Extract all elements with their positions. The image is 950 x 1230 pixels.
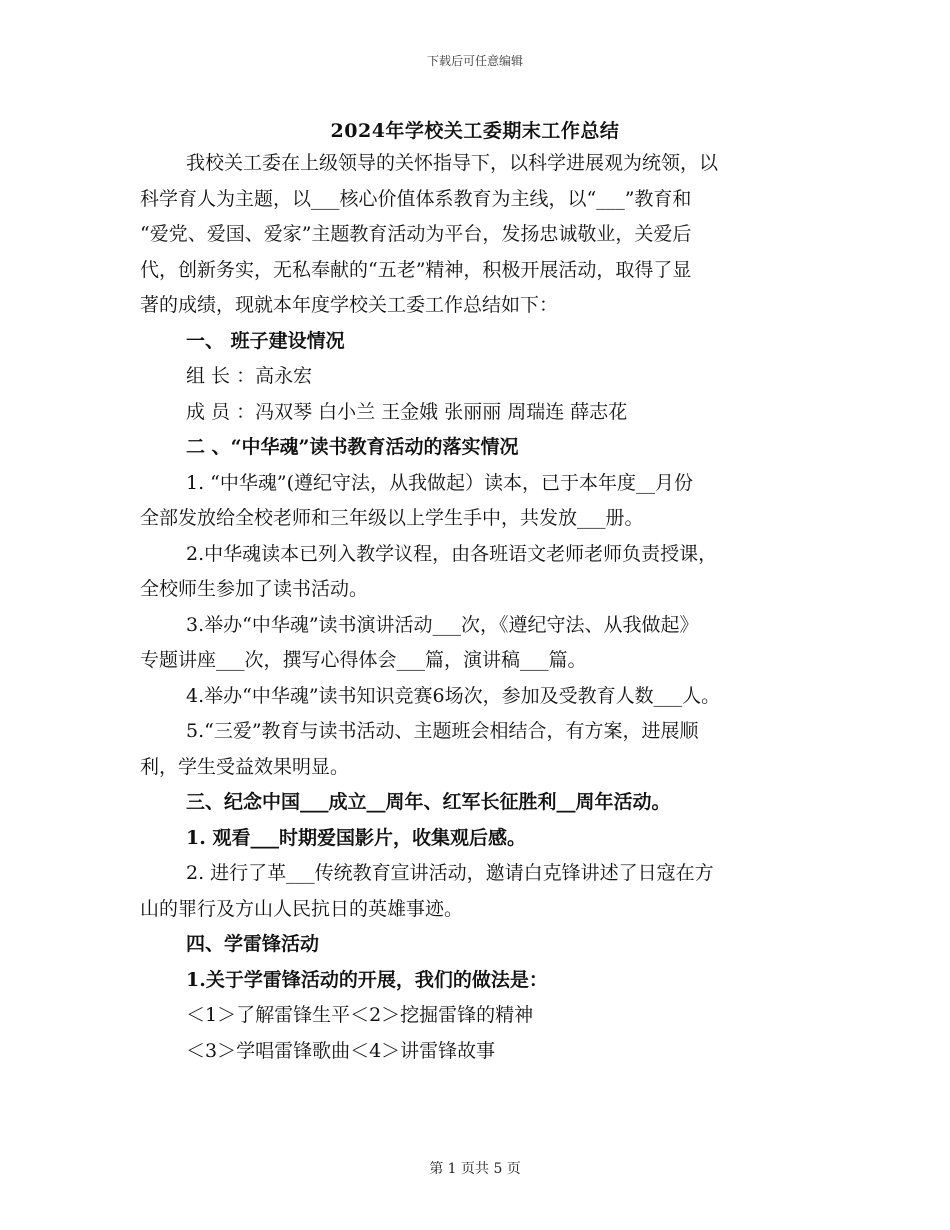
paragraph-line: “爱党、爱国、爱家”主题教育活动为平台，发扬忠诚敬业，关爱后	[140, 223, 692, 245]
paragraph-line: 全部发放给全校老师和三年级以上学生手中，共发放___册。	[140, 507, 644, 529]
paragraph-line: 代，创新务实，无私奉献的“五老”精神，积极开展活动，取得了显	[140, 258, 692, 281]
paragraph-line: 3.举办“中华魂”读书演讲活动___次，《遵纪守法、从我做起》	[186, 613, 699, 636]
paragraph-line: 2.中华魂读本已列入教学议程，由各班语文老师老师负责授课，	[186, 542, 718, 565]
paragraph-line: 2. 进行了革___传统教育宣讲活动，邀请白克锋讲述了日寇在方	[186, 862, 714, 884]
paragraph-line: 我校关工委在上级领导的关怀指导下，以科学进展观为统领，以	[186, 152, 719, 174]
paragraph-line: 1. “中华魂”(遵纪守法，从我做起）读本，已于本年度__月份	[186, 471, 694, 494]
paragraph-line: 科学育人为主题，以___核心价值体系教育为主线，以“___”教育和	[140, 187, 692, 210]
section-heading-line: 二 、“中华魂”读书教育活动的落实情况	[186, 436, 519, 458]
paragraph-line: ＜1＞了解雷锋生平＜2＞挖掘雷锋的精神	[186, 1004, 534, 1026]
paragraph-line: 4.举办“中华魂”读书知识竞赛6场次，参加及受教育人数___人。	[186, 684, 721, 707]
document-title: 2024年学校关工委期末工作总结	[330, 120, 620, 142]
document-body	[140, 146, 820, 1069]
section-heading-line: 1. 观看___时期爱国影片，收集观后感。	[186, 826, 526, 849]
paragraph-line: 利，学生受益效果明显。	[140, 755, 350, 778]
paragraph-line: 组 长 ：高永宏	[186, 365, 313, 387]
paragraph-line: 成 员 ：冯双琴 白小兰 王金娥 张丽丽 周瑞连 薛志花	[186, 400, 628, 423]
section-heading-line: 三、纪念中国___成立__周年、红军长征胜利__周年活动。	[186, 791, 671, 813]
paragraph-line: 全校师生参加了读书活动。	[140, 578, 369, 600]
page-header-note: 下载后可任意编辑	[426, 54, 523, 68]
paragraph-line: 5.“三爱”教育与读书活动、主题班会相结合，有方案，进展顺	[186, 720, 699, 742]
paragraph-line: 著的成绩，现就本年度学校关工委工作总结如下：	[140, 294, 559, 316]
section-heading-line: 四、学雷锋活动	[186, 933, 320, 955]
paragraph-line: 专题讲座___次，撰写心得体会___篇，演讲稿___篇。	[140, 649, 587, 671]
section-heading-line: 1.关于学雷锋活动的开展，我们的做法是：	[186, 968, 548, 991]
section-heading-line: 一、 班子建设情况	[186, 329, 345, 352]
paragraph-line: 山的罪行及方山人民抗日的英雄事迹。	[140, 897, 464, 920]
paragraph-line: ＜3＞学唱雷锋歌曲＜4＞讲雷锋故事	[186, 1039, 496, 1062]
page-footer: 第 1 页共 5 页	[429, 1161, 521, 1177]
